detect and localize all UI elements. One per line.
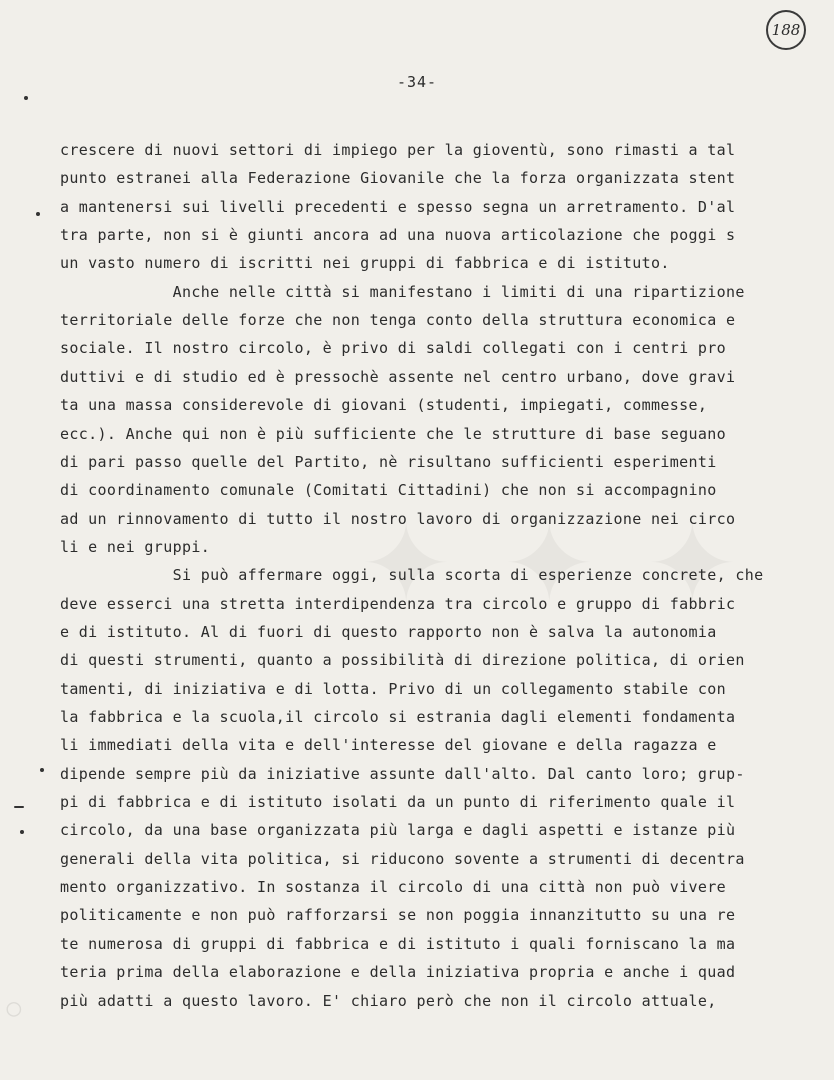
text-line: più adatti a questo lavoro. E' chiaro però che non il circolo attuale, — [60, 992, 717, 1010]
text-line: punto estranei alla Federazione Giovanile che la forza organizzata stent — [60, 169, 736, 187]
text-line: circolo, da una base organizzata più larga e dagli aspetti e istanze più — [60, 821, 736, 839]
text-line: Si può affermare oggi, sulla scorta di esperienze concrete, che — [60, 566, 764, 584]
text-line: ta una massa considerevole di giovani (studenti, impiegati, commesse, — [60, 396, 708, 414]
text-line: tra parte, non si è giunti ancora ad una nuova articolazione che poggi s — [60, 226, 736, 244]
archive-watermark: ◯ — [6, 1000, 22, 1016]
text-line: teria prima della elaborazione e della iniziativa propria e anche i quad — [60, 963, 736, 981]
text-line: Anche nelle città si manifestano i limiti di una ripartizione — [60, 283, 745, 301]
text-line: mento organizzativo. In sostanza il circolo di una città non può vivere — [60, 878, 727, 896]
margin-mark — [36, 212, 40, 216]
text-line: tamenti, di iniziativa e di lotta. Privo di un collegamento stabile con — [60, 680, 727, 698]
margin-mark — [40, 768, 44, 772]
text-line: li immediati della vita e dell'interesse del giovane e della ragazza e — [60, 736, 717, 754]
page-number: -34- — [396, 73, 438, 91]
text-line: duttivi e di studio ed è pressochè assente nel centro urbano, dove gravi — [60, 368, 736, 386]
archive-stamp — [766, 10, 806, 50]
text-line: li e nei gruppi. — [60, 538, 211, 556]
text-line: un vasto numero di iscritti nei gruppi di fabbrica e di istituto. — [60, 254, 670, 272]
margin-mark — [24, 96, 28, 100]
margin-mark — [14, 806, 24, 808]
text-line: deve esserci una stretta interdipendenza tra circolo e gruppo di fabbric — [60, 595, 736, 613]
text-line: dipende sempre più da iniziative assunte dall'alto. Dal canto loro; grup- — [60, 765, 745, 783]
text-line: di questi strumenti, quanto a possibilità di direzione politica, di orien — [60, 651, 745, 669]
text-line: generali della vita politica, si riducono sovente a strumenti di decentra — [60, 850, 745, 868]
text-line: a mantenersi sui livelli precedenti e spesso segna un arretramento. D'al — [60, 198, 736, 216]
text-line: ad un rinnovamento di tutto il nostro lavoro di organizzazione nei circo — [60, 510, 736, 528]
margin-mark — [20, 830, 24, 834]
text-line: la fabbrica e la scuola,il circolo si estrania dagli elementi fondamenta — [60, 708, 736, 726]
text-line: di pari passo quelle del Partito, nè risultano sufficienti esperimenti — [60, 453, 717, 471]
text-line: e di istituto. Al di fuori di questo rapporto non è salva la autonomia — [60, 623, 717, 641]
text-line: territoriale delle forze che non tenga conto della struttura economica e — [60, 311, 736, 329]
text-line: di coordinamento comunale (Comitati Cittadini) che non si accompagnino — [60, 481, 717, 499]
text-line: te numerosa di gruppi di fabbrica e di istituto i quali forniscano la ma — [60, 935, 736, 953]
text-line: ecc.). Anche qui non è più sufficiente che le strutture di base seguano — [60, 425, 727, 443]
text-line: politicamente e non può rafforzarsi se non poggia innanzitutto su una re — [60, 906, 736, 924]
text-line: sociale. Il nostro circolo, è privo di saldi collegati con i centri pro — [60, 339, 727, 357]
text-line: crescere di nuovi settori di impiego per la gioventù, sono rimasti a tal — [60, 141, 736, 159]
text-line: pi di fabbrica e di istituto isolati da un punto di riferimento quale il — [60, 793, 736, 811]
archive-stamp-number: 188 — [771, 21, 801, 39]
